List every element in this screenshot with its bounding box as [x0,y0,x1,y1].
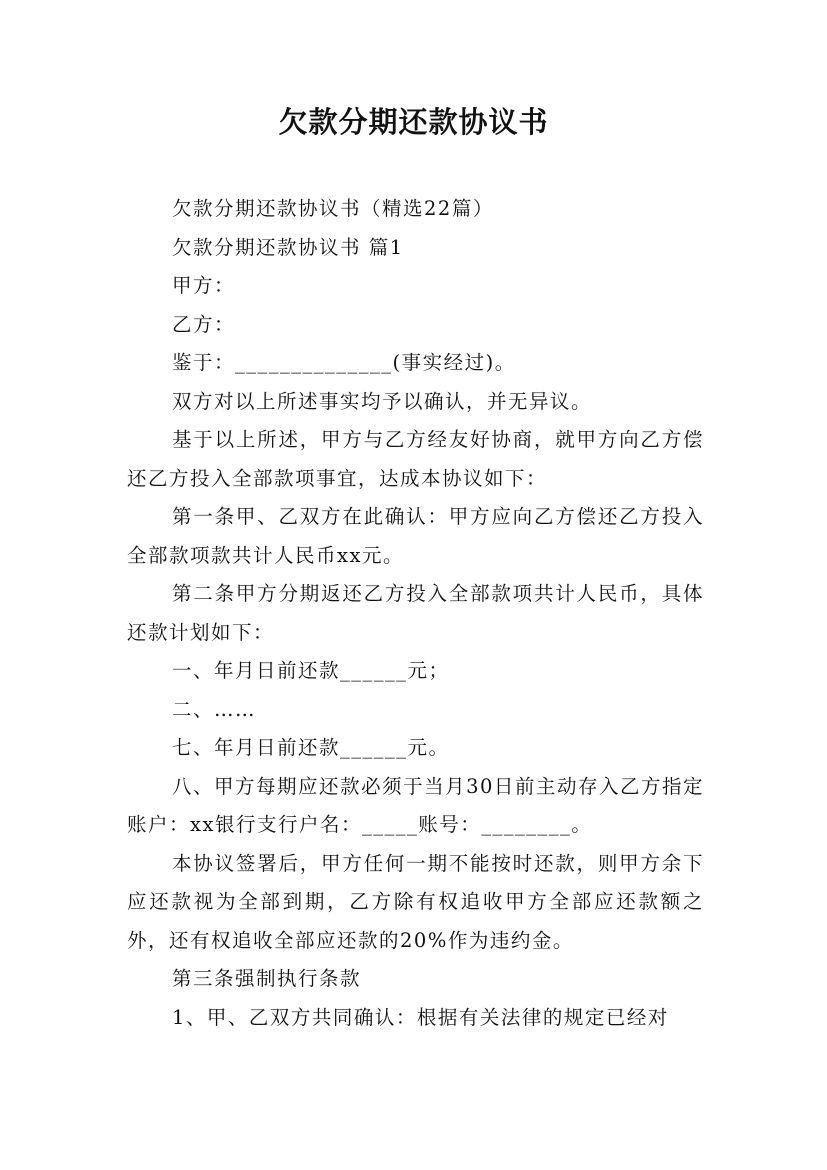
paragraph: 七、年月日前还款______元。 [172,736,450,759]
paragraph: 八、甲方每期应还款必须于当月30日前主动存入乙方指定账户：xx银行支行户名：_____账号：________。 [127,774,704,836]
paragraph: 鉴于：______________(事实经过)。 [172,351,516,374]
paragraph: 甲方： [172,274,236,297]
paragraph: 第二条甲方分期返还乙方投入全部款项共计人民币，具体还款计划如下： [127,582,704,644]
paragraph: 乙方： [172,312,236,336]
paragraph: 欠款分期还款协议书 篇1 [172,235,404,259]
document-body [127,190,704,1037]
paragraph: 本协议签署后，甲方任何一期不能按时还款，则甲方余下应还款视为全部到期，乙方除有权追收甲方全部应还款额之外，还有权追收全部应还款的20%作为违约金。 [127,851,704,952]
paragraph: 一、年月日前还款______元； [172,659,450,682]
paragraph: 二、…… [172,697,257,721]
paragraph: 双方对以上所述事实均予以确认，并无异议。 [172,389,593,413]
paragraph: 第三条强制执行条款 [172,967,362,990]
paragraph: 欠款分期还款协议书（精选22篇） [172,197,494,220]
paragraph: 基于以上所述，甲方与乙方经友好协商，就甲方向乙方偿还乙方投入全部款项事宜，达成本协议如下： [127,428,704,490]
paragraph: 第一条甲、乙双方在此确认：甲方应向乙方偿还乙方投入全部款项款共计人民币xx元。 [127,505,704,567]
document-title: 欠款分期还款协议书 [278,105,549,139]
paragraph: 1、甲、乙双方共同确认：根据有关法律的规定已经对 [172,1005,669,1029]
